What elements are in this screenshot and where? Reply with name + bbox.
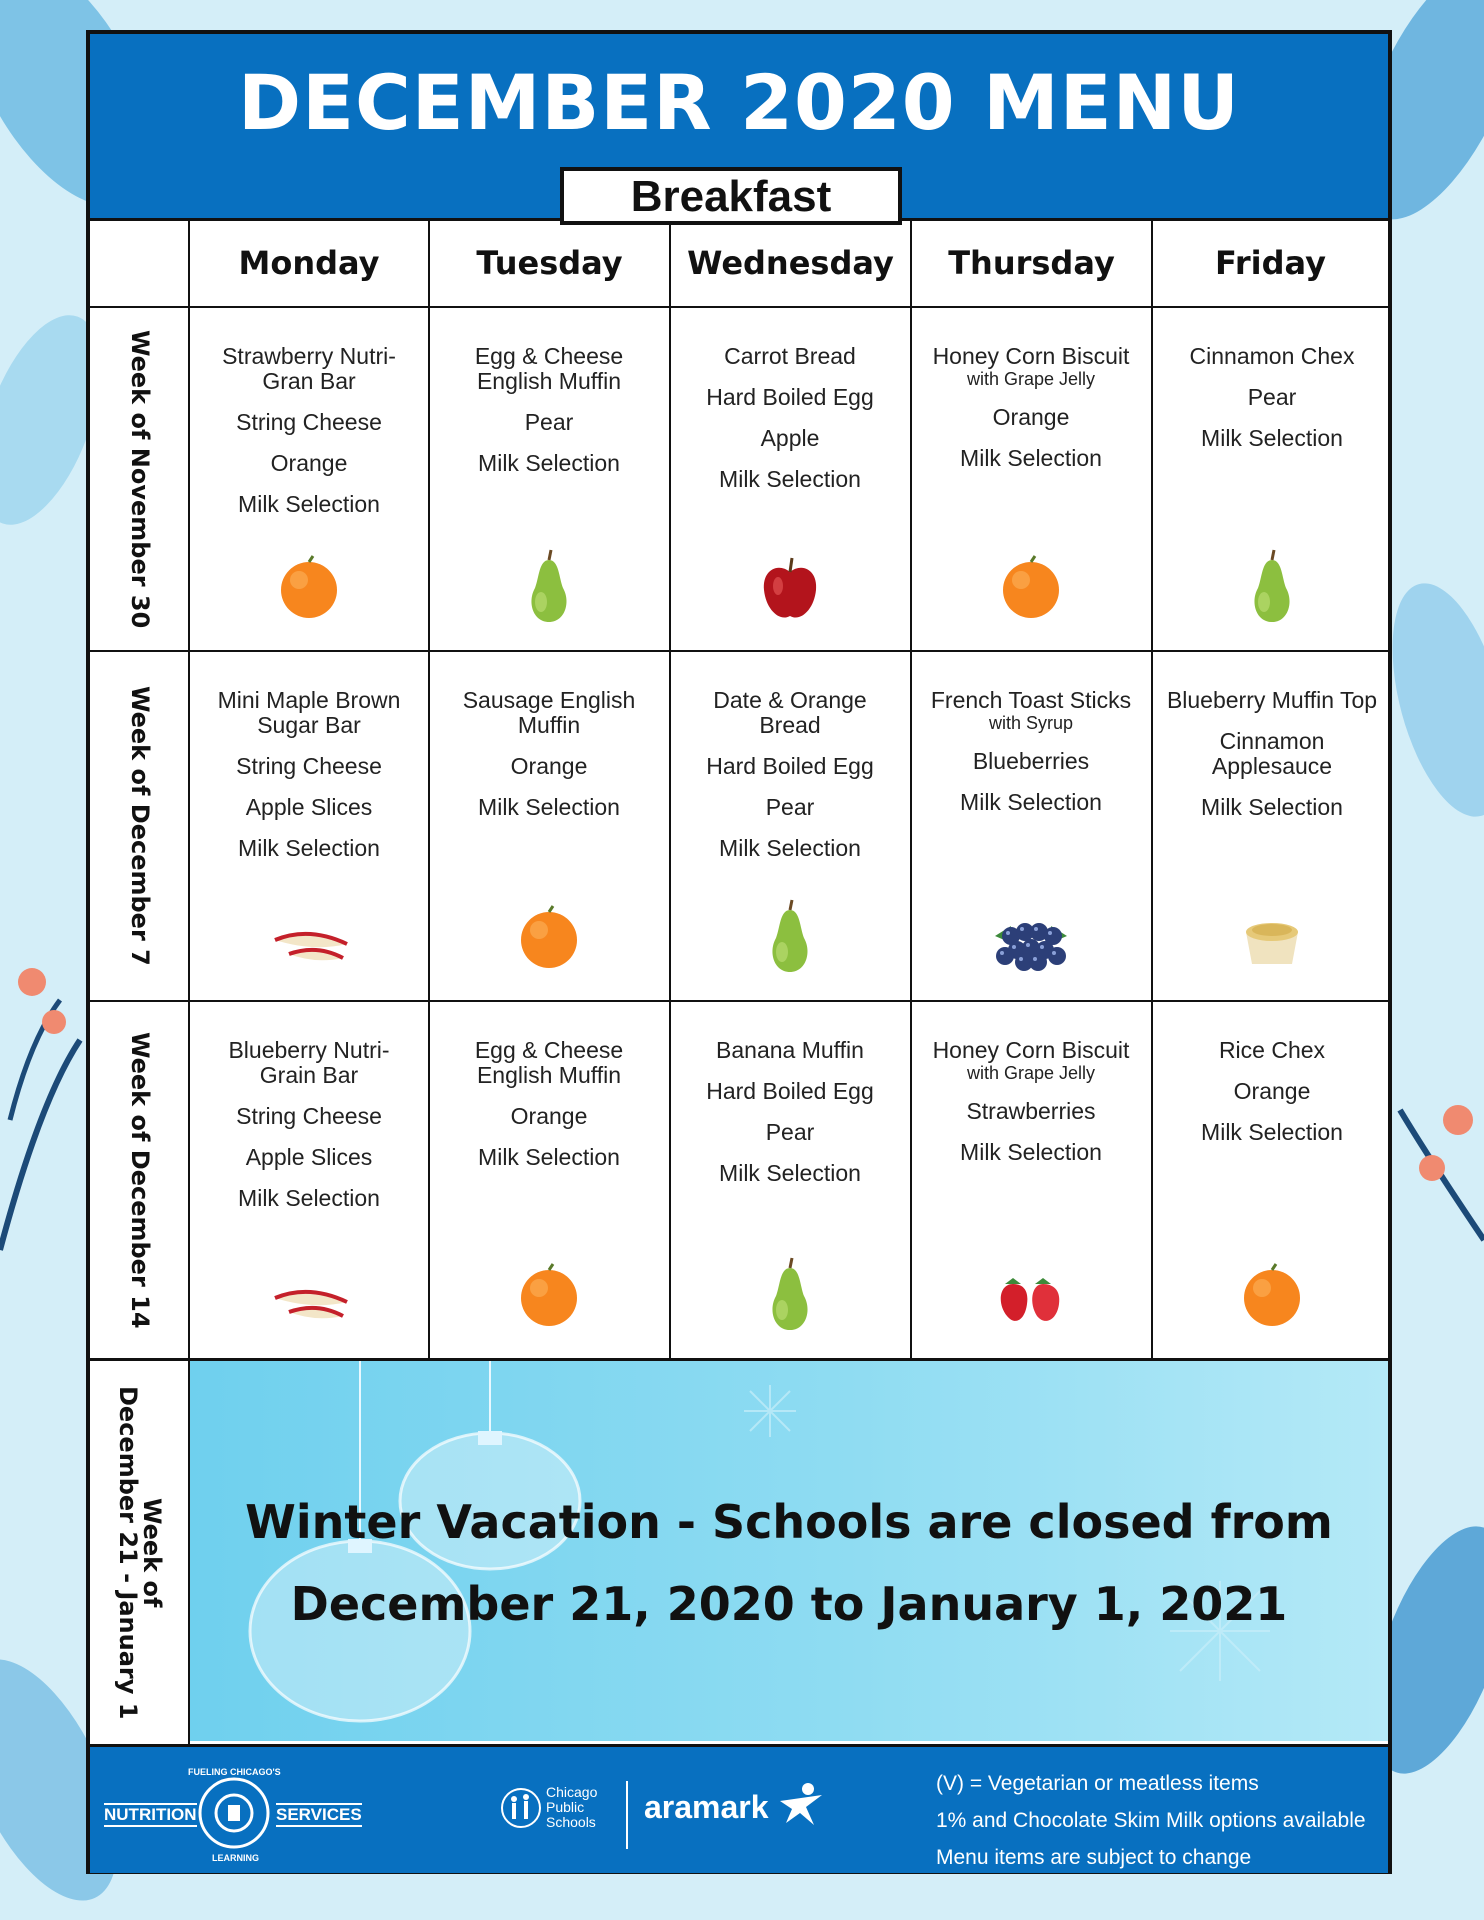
footer-notes bbox=[936, 1765, 1366, 1876]
menu-item bbox=[202, 1186, 416, 1211]
week-label-text: Week of December 14 bbox=[126, 1031, 154, 1329]
menu-item-name: Milk Selection bbox=[478, 450, 620, 476]
menu-items bbox=[671, 652, 909, 861]
nutrition-emblem-icon bbox=[194, 1773, 274, 1853]
menu-footer bbox=[90, 1744, 1388, 1873]
day-header-thursday: Thursday bbox=[948, 244, 1115, 282]
menu-item-note: with Grape Jelly bbox=[966, 369, 1096, 389]
menu-item-name: Cinnamon Applesauce bbox=[1211, 728, 1333, 779]
menu-items bbox=[190, 308, 428, 517]
menu-item bbox=[202, 795, 416, 820]
menu-item-name: Rice Chex bbox=[1218, 1037, 1326, 1063]
menu-item-name: Milk Selection bbox=[960, 445, 1102, 471]
week-label-vacation bbox=[90, 1361, 190, 1744]
cps-line: Chicago bbox=[546, 1784, 598, 1800]
menu-item-name: Orange bbox=[1233, 1078, 1311, 1104]
menu-item-name: Date & Orange Bread bbox=[713, 687, 867, 738]
menu-item-name: Milk Selection bbox=[238, 491, 380, 517]
orange-icon bbox=[269, 546, 349, 626]
menu-item bbox=[924, 1099, 1138, 1124]
cps-line: Schools bbox=[546, 1814, 596, 1830]
menu-cell bbox=[671, 652, 909, 1000]
menu-item-name: Hard Boiled Egg bbox=[706, 1078, 874, 1104]
menu-item-name: Milk Selection bbox=[238, 1185, 380, 1211]
menu-item bbox=[202, 1104, 416, 1129]
menu-item-name: Pear bbox=[765, 1119, 815, 1145]
menu-item bbox=[924, 405, 1138, 430]
menu-item-name: Milk Selection bbox=[960, 1139, 1102, 1165]
cps-line: Public bbox=[546, 1799, 585, 1815]
day-header-tuesday: Tuesday bbox=[476, 244, 623, 282]
menu-items bbox=[1153, 652, 1391, 820]
menu-item bbox=[202, 688, 416, 738]
menu-item-name: Milk Selection bbox=[960, 789, 1102, 815]
menu-items bbox=[1153, 1002, 1391, 1145]
menu-item-name: Orange bbox=[270, 450, 348, 476]
menu-item-name: Orange bbox=[510, 1103, 588, 1129]
menu-items bbox=[190, 1002, 428, 1211]
menu-item-name: Cinnamon Chex bbox=[1189, 343, 1355, 369]
menu-item-name: Sausage English Muffin bbox=[462, 687, 636, 738]
logo-arc-top: FUELING CHICAGO'S bbox=[188, 1767, 281, 1777]
meal-label: Breakfast bbox=[560, 167, 902, 225]
pear-icon bbox=[509, 546, 589, 626]
menu-item-name: Milk Selection bbox=[719, 466, 861, 492]
menu-cell bbox=[912, 652, 1150, 1000]
star-person-icon bbox=[776, 1781, 826, 1829]
menu-item-name: French Toast Sticks bbox=[930, 687, 1132, 713]
menu-item bbox=[202, 1038, 416, 1088]
menu-cell bbox=[190, 1002, 428, 1358]
menu-item-name: String Cheese bbox=[236, 753, 382, 779]
menu-item bbox=[683, 385, 897, 410]
apple-slices-icon bbox=[269, 1254, 349, 1334]
logo-word-left: NUTRITION bbox=[104, 1803, 197, 1827]
aramark-logo bbox=[644, 1789, 824, 1839]
menu-item bbox=[202, 754, 416, 779]
menu-item-name: Strawberry Nutri-Gran Bar bbox=[222, 343, 396, 394]
menu-item bbox=[442, 1104, 656, 1129]
menu-item-name: Milk Selection bbox=[1201, 794, 1343, 820]
menu-item bbox=[683, 344, 897, 369]
menu-item-name: Milk Selection bbox=[719, 835, 861, 861]
vacation-line-2: December 21, 2020 to January 1, 2021 bbox=[290, 1577, 1288, 1631]
menu-item bbox=[924, 688, 1138, 733]
menu-cell bbox=[912, 308, 1150, 650]
vacation-banner bbox=[190, 1361, 1388, 1741]
menu-items bbox=[912, 1002, 1150, 1165]
cps-logo-text bbox=[546, 1785, 597, 1830]
menu-item-name: Apple Slices bbox=[245, 1144, 373, 1170]
menu-cell bbox=[1153, 1002, 1391, 1358]
menu-item-name: Milk Selection bbox=[1201, 425, 1343, 451]
menu-item bbox=[202, 492, 416, 517]
menu-item bbox=[442, 1038, 656, 1088]
menu-items bbox=[190, 652, 428, 861]
menu-item-name: Orange bbox=[992, 404, 1070, 430]
page-title: DECEMBER 2020 MENU bbox=[238, 58, 1240, 147]
note-change: Menu items are subject to change bbox=[936, 1846, 1252, 1869]
menu-item bbox=[1165, 385, 1379, 410]
menu-item bbox=[683, 426, 897, 451]
menu-cell bbox=[671, 1002, 909, 1358]
strawberries-icon bbox=[991, 1254, 1071, 1334]
menu-cell bbox=[430, 652, 668, 1000]
week-label-nov30 bbox=[90, 308, 190, 650]
menu-items bbox=[430, 308, 668, 476]
menu-item bbox=[683, 688, 897, 738]
menu-item-name: Carrot Bread bbox=[724, 343, 856, 369]
menu-item-name: String Cheese bbox=[236, 409, 382, 435]
cps-logo bbox=[500, 1785, 610, 1835]
menu-item-name: Pear bbox=[524, 409, 574, 435]
menu-items bbox=[912, 308, 1150, 471]
menu-item-name: Milk Selection bbox=[478, 794, 620, 820]
note-milk: 1% and Chocolate Skim Milk options available bbox=[936, 1809, 1366, 1832]
menu-item bbox=[924, 749, 1138, 774]
menu-item-name: Strawberries bbox=[966, 1098, 1096, 1124]
vacation-notice bbox=[190, 1481, 1388, 1645]
menu-item bbox=[442, 795, 656, 820]
orange-icon bbox=[509, 896, 589, 976]
menu-item bbox=[442, 1145, 656, 1170]
menu-item bbox=[924, 790, 1138, 815]
menu-cell bbox=[912, 1002, 1150, 1358]
menu-item bbox=[924, 446, 1138, 471]
menu-items bbox=[430, 1002, 668, 1170]
menu-item-name: Egg & Cheese English Muffin bbox=[474, 1037, 624, 1088]
menu-item bbox=[683, 754, 897, 779]
menu-item bbox=[683, 1120, 897, 1145]
menu-item bbox=[924, 1038, 1138, 1083]
menu-item-name: Banana Muffin bbox=[716, 1037, 864, 1063]
menu-item bbox=[1165, 795, 1379, 820]
menu-items bbox=[912, 652, 1150, 815]
menu-item bbox=[683, 795, 897, 820]
pear-icon bbox=[750, 1254, 830, 1334]
menu-item bbox=[683, 467, 897, 492]
menu-item-name: Orange bbox=[510, 753, 588, 779]
pear-icon bbox=[750, 896, 830, 976]
logo-arc-bottom: LEARNING bbox=[212, 1853, 259, 1863]
week-label-text: Week of November 30 bbox=[126, 329, 154, 629]
cps-figures-icon bbox=[500, 1785, 542, 1831]
menu-item bbox=[202, 344, 416, 394]
menu-cell bbox=[1153, 308, 1391, 650]
menu-item-name: Mini Maple Brown Sugar Bar bbox=[217, 687, 401, 738]
menu-item bbox=[924, 1140, 1138, 1165]
menu-item bbox=[1165, 1038, 1379, 1063]
menu-item-name: Honey Corn Biscuit bbox=[932, 343, 1130, 369]
apple-slices-icon bbox=[269, 896, 349, 976]
orange-icon bbox=[509, 1254, 589, 1334]
menu-item bbox=[1165, 729, 1379, 779]
menu-items bbox=[671, 1002, 909, 1186]
menu-item-name: Blueberry Nutri-Grain Bar bbox=[228, 1037, 390, 1088]
menu-item-name: Hard Boiled Egg bbox=[706, 384, 874, 410]
menu-items bbox=[1153, 308, 1391, 451]
menu-item bbox=[202, 410, 416, 435]
menu-item-name: String Cheese bbox=[236, 1103, 382, 1129]
week-label-text: Week of December 7 bbox=[126, 686, 154, 966]
menu-item-name: Milk Selection bbox=[478, 1144, 620, 1170]
menu-items bbox=[671, 308, 909, 492]
menu-item-name: Milk Selection bbox=[719, 1160, 861, 1186]
menu-item-name: Apple bbox=[760, 425, 820, 451]
week-label-dec14 bbox=[90, 1002, 190, 1358]
note-vegetarian: (V) = Vegetarian or meatless items bbox=[936, 1772, 1259, 1795]
menu-item bbox=[442, 451, 656, 476]
menu-cell bbox=[190, 652, 428, 1000]
applesauce-icon bbox=[1232, 896, 1312, 976]
pear-icon bbox=[1232, 546, 1312, 626]
day-header-wednesday: Wednesday bbox=[687, 244, 894, 282]
vacation-line-1: Winter Vacation - Schools are closed from bbox=[245, 1495, 1333, 1549]
menu-item-name: Egg & Cheese English Muffin bbox=[474, 343, 624, 394]
menu-item bbox=[442, 344, 656, 394]
menu-cell bbox=[1153, 652, 1391, 1000]
blueberries-icon bbox=[991, 896, 1071, 976]
week-label-dec7 bbox=[90, 652, 190, 1000]
menu-item-name: Pear bbox=[765, 794, 815, 820]
menu-item-name: Hard Boiled Egg bbox=[706, 753, 874, 779]
menu-item-name: Apple Slices bbox=[245, 794, 373, 820]
day-header-monday: Monday bbox=[238, 244, 380, 282]
menu-item bbox=[1165, 1120, 1379, 1145]
menu-item bbox=[683, 836, 897, 861]
menu-item bbox=[202, 451, 416, 476]
menu-item bbox=[202, 1145, 416, 1170]
menu-cell bbox=[190, 308, 428, 650]
menu-item bbox=[924, 344, 1138, 389]
menu-item bbox=[442, 754, 656, 779]
menu-cell bbox=[430, 308, 668, 650]
menu-item-name: Milk Selection bbox=[1201, 1119, 1343, 1145]
aramark-wordmark: aramark bbox=[644, 1789, 769, 1825]
menu-item bbox=[442, 410, 656, 435]
menu-item-note: with Syrup bbox=[988, 713, 1074, 733]
menu-item-name: Blueberries bbox=[972, 748, 1090, 774]
menu-cell bbox=[430, 1002, 668, 1358]
nutrition-services-logo bbox=[104, 1767, 374, 1863]
menu-item bbox=[683, 1038, 897, 1063]
apple-icon bbox=[750, 546, 830, 626]
menu-item bbox=[442, 688, 656, 738]
menu-item bbox=[1165, 688, 1379, 713]
logo-word-right: SERVICES bbox=[276, 1803, 362, 1827]
orange-icon bbox=[1232, 1254, 1312, 1334]
orange-icon bbox=[991, 546, 1071, 626]
week-label-text: Week of bbox=[138, 1497, 166, 1608]
menu-item-name: Blueberry Muffin Top bbox=[1166, 687, 1378, 713]
menu-cell bbox=[671, 308, 909, 650]
menu-sheet bbox=[86, 30, 1392, 1874]
menu-item-name: Pear bbox=[1247, 384, 1297, 410]
menu-item bbox=[683, 1079, 897, 1104]
menu-item bbox=[683, 1161, 897, 1186]
menu-item-note: with Grape Jelly bbox=[966, 1063, 1096, 1083]
menu-item-name: Honey Corn Biscuit bbox=[932, 1037, 1130, 1063]
day-header-friday: Friday bbox=[1215, 244, 1326, 282]
menu-item bbox=[1165, 1079, 1379, 1104]
menu-item bbox=[202, 836, 416, 861]
logo-divider bbox=[626, 1781, 628, 1849]
menu-items bbox=[430, 652, 668, 820]
menu-item-name: Milk Selection bbox=[238, 835, 380, 861]
menu-item bbox=[1165, 426, 1379, 451]
week-label-text: December 21 - January 1 bbox=[114, 1385, 142, 1720]
menu-item bbox=[1165, 344, 1379, 369]
